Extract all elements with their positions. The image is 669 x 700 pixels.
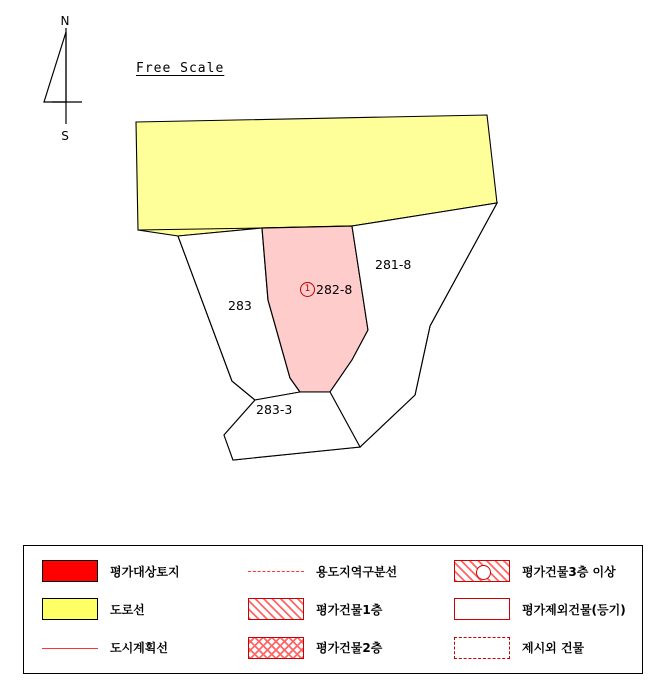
legend-item-road (24, 590, 230, 628)
compass-north-label: N (60, 14, 70, 28)
dashed-outline-swatch-icon (454, 637, 510, 659)
parcel-label-283-3: 283-3 (256, 402, 293, 417)
legend-item-building-2f (230, 629, 436, 667)
legend-item-building-1f (230, 590, 436, 628)
legend-item-unlisted-building (436, 629, 642, 667)
legend-label-zone-divider: 용도지역구분선 (316, 564, 398, 579)
legend-label-city-plan-line: 도시계획선 (110, 641, 168, 656)
parcel-label-282-8-text: 282-8 (316, 282, 353, 297)
parcel-label-282-8 (300, 282, 352, 297)
scale-note: Free Scale (136, 61, 225, 76)
hatch-cross-swatch-icon (248, 637, 304, 659)
outline-swatch-icon (454, 598, 510, 620)
legend-item-subject-land (24, 552, 230, 590)
legend-box (23, 545, 643, 674)
yellow-fill-swatch-icon (42, 598, 98, 620)
compass-south-label: S (61, 129, 69, 143)
legend-label-unlisted-building: 제시외 건물 (522, 641, 585, 656)
parcel-label-281-8: 281-8 (375, 257, 412, 272)
legend-label-building-1f: 평가건물1층 (316, 602, 383, 617)
legend-label-building-2f: 평가건물2층 (316, 641, 383, 656)
hatch-single-swatch-icon (248, 598, 304, 620)
red-fill-swatch-icon (42, 560, 98, 582)
legend-item-city-plan-line (24, 629, 230, 667)
circle-marker-icon (476, 565, 491, 580)
legend-item-excluded-building (436, 590, 642, 628)
legend-label-excluded-building: 평가제외건물(등기) (522, 602, 626, 617)
hatch-circle-swatch-icon (454, 560, 510, 582)
red-line-swatch-icon (42, 637, 98, 659)
legend-label-building-3f-plus: 평가건물3층 이상 (522, 564, 616, 579)
legend-label-road: 도로선 (110, 602, 145, 617)
parcel-label-283: 283 (228, 298, 252, 313)
legend-item-zone-divider (230, 552, 436, 590)
subject-marker-icon: 1 (300, 282, 315, 297)
legend-label-subject-land: 평가대상토지 (110, 564, 180, 579)
legend-item-building-3f-plus (436, 552, 642, 590)
dash-dot-line-swatch-icon (248, 560, 304, 582)
